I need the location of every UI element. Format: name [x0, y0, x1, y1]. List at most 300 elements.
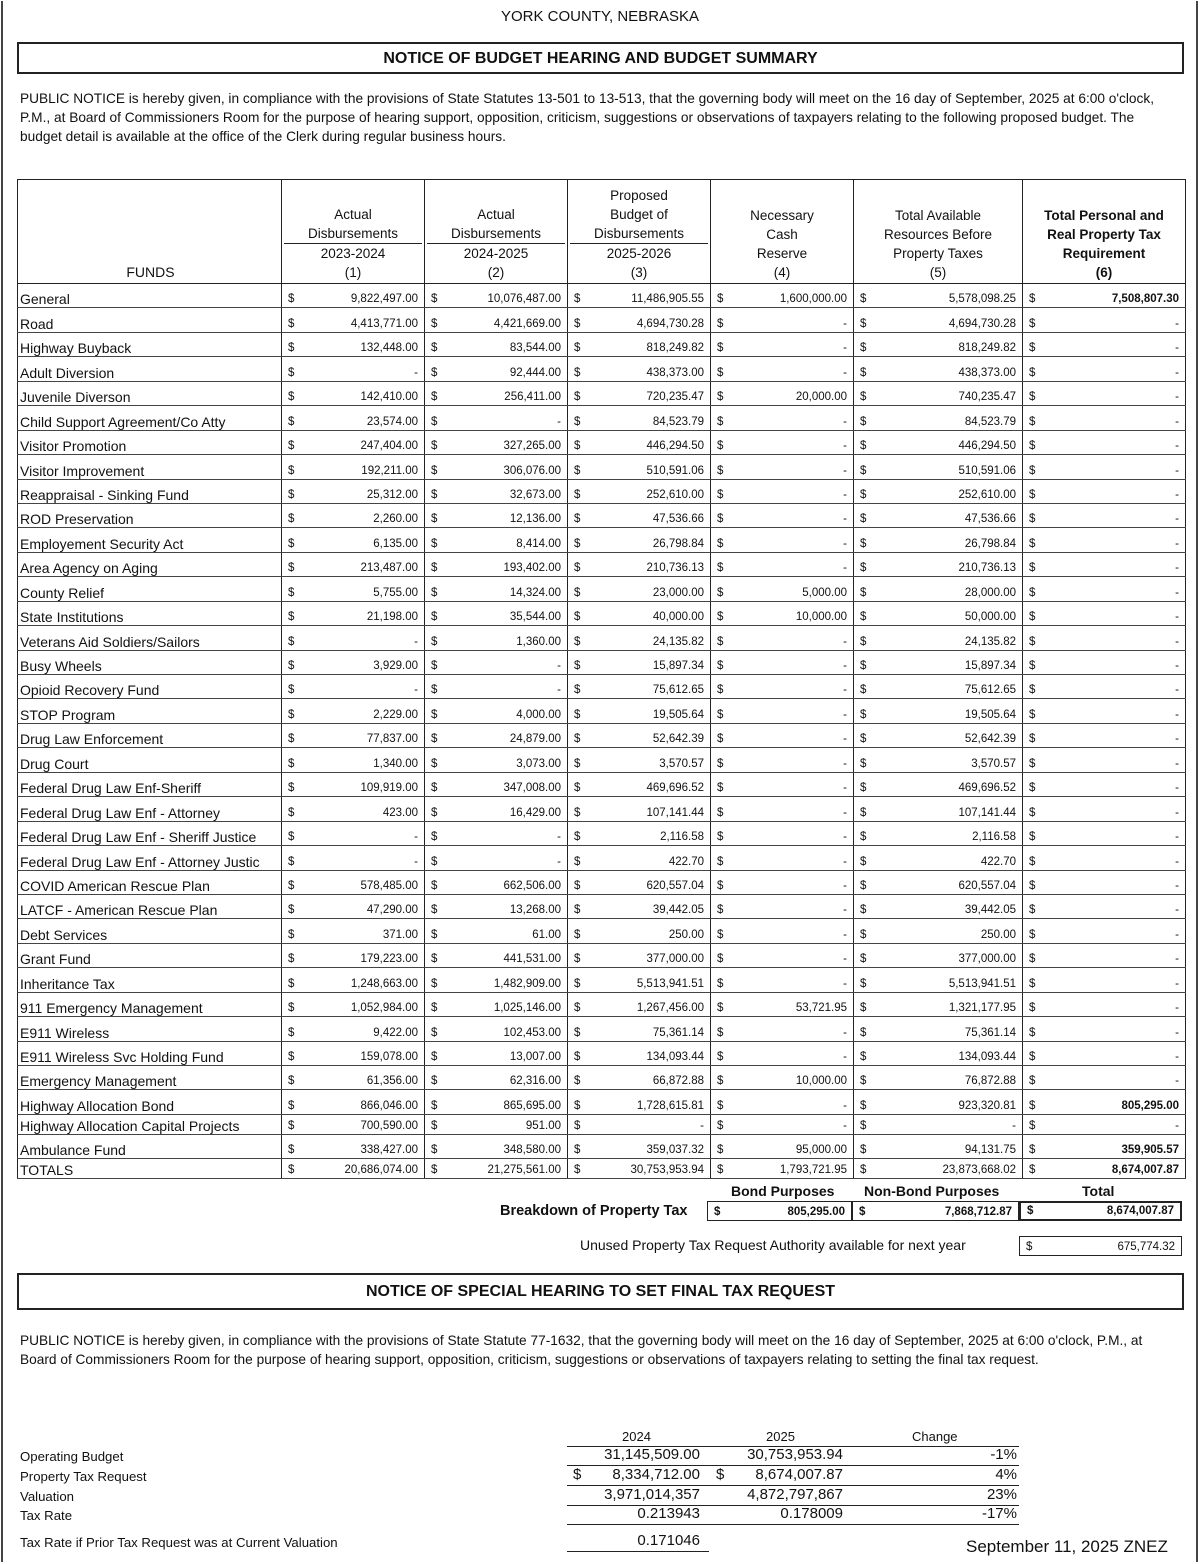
fund-amount: 923,320.81	[958, 1099, 1016, 1112]
fund-value-col-3	[568, 1090, 711, 1114]
breakdown-bond: $ 805,295.00	[707, 1201, 852, 1221]
fund-value-col-3	[568, 1134, 711, 1158]
fund-value-col-2	[425, 723, 568, 747]
fund-value-col-3	[568, 943, 711, 967]
fund-value-col-1	[282, 797, 425, 821]
fund-amount: 1,340.00	[373, 757, 418, 770]
fund-value-col-2	[425, 552, 568, 576]
fund-value-col-1	[282, 992, 425, 1016]
currency-sign: $	[288, 537, 295, 550]
fund-amount: 21,198.00	[366, 611, 418, 624]
currency-sign: $	[717, 1164, 724, 1177]
currency-sign: $	[717, 464, 724, 477]
fund-value-col-4	[711, 503, 854, 527]
fund-amount: 39,442.05	[652, 904, 704, 917]
currency-sign: $	[431, 708, 438, 721]
currency-sign: $	[860, 1119, 867, 1132]
currency-sign: $	[860, 415, 867, 428]
currency-sign: $	[574, 757, 581, 770]
fund-value-col-6	[1023, 1114, 1186, 1134]
currency-sign: $	[574, 317, 581, 330]
currency-sign: $	[288, 879, 295, 892]
fund-amount: 23,873,668.02	[942, 1164, 1016, 1177]
fund-amount: 26,798.84	[964, 537, 1016, 550]
table-row	[18, 943, 1186, 967]
currency-sign: $	[431, 513, 438, 526]
col-3-header: Proposed Budget of Disbursements 2025-2026 (3)	[568, 180, 711, 284]
col-1-header: Actual Disbursements 2023-2024 (1)	[282, 180, 425, 284]
currency-sign: $	[431, 611, 438, 624]
fund-value-col-1	[282, 723, 425, 747]
fund-value-col-6	[1023, 626, 1186, 650]
fund-amount: 35,544.00	[509, 611, 561, 624]
currency-sign: $	[717, 1075, 724, 1088]
currency-sign: $	[431, 1075, 438, 1088]
currency-sign: $	[1029, 415, 1036, 428]
fund-value-col-4	[711, 699, 854, 723]
fund-value-col-5	[854, 479, 1023, 503]
special-hearing-notice: PUBLIC NOTICE is hereby given, in compliance with the provisions of State Statute 77-1632, that the governing body will meet on the 16 day of September, 2025 at 6:00 o'clock, P.M., at Board of Commissioners Room for the purpose of hearing support, opposition, criticism, suggestions or observations of taxpayers relating to setting the final tax request.	[20, 1333, 1143, 1367]
currency-sign: $	[860, 1002, 867, 1015]
fund-value-col-6	[1023, 675, 1186, 699]
fund-amount: 423.00	[382, 806, 418, 819]
fund-amount: 102,453.00	[503, 1026, 561, 1039]
fund-amount: 866,046.00	[360, 1099, 418, 1112]
fund-amount: 107,141.44	[958, 806, 1016, 819]
currency-sign: $	[574, 1119, 581, 1132]
fund-amount: 213,487.00	[360, 562, 418, 575]
fund-amount: 371.00	[382, 928, 418, 941]
fund-amount: -	[1175, 879, 1179, 892]
fund-value-col-4	[711, 626, 854, 650]
fund-amount: -	[843, 488, 847, 501]
fund-name: Visitor Improvement	[18, 455, 282, 479]
fund-amount: 192,211.00	[361, 464, 418, 477]
fund-name: COVID American Rescue Plan	[18, 870, 282, 894]
table-row	[18, 1066, 1186, 1090]
currency-sign: $	[860, 1099, 867, 1112]
fund-amount: 377,000.00	[958, 953, 1016, 966]
fund-amount: 818,249.82	[958, 342, 1016, 355]
fund-amount: -	[843, 904, 847, 917]
fund-amount: 5,513,941.51	[948, 977, 1016, 990]
fund-amount: -	[1175, 415, 1179, 428]
fund-amount: -	[843, 928, 847, 941]
fund-value-col-6	[1023, 748, 1186, 772]
fund-name: Opioid Recovery Fund	[18, 675, 282, 699]
currency-sign: $	[1029, 586, 1036, 599]
currency-sign: $	[431, 537, 438, 550]
fund-value-col-5	[854, 772, 1023, 796]
currency-sign: $	[717, 1051, 724, 1063]
currency-sign: $	[1029, 977, 1036, 990]
currency-sign: $	[1029, 733, 1036, 746]
summary-change-value: 4%	[995, 1466, 1017, 1483]
fund-value-col-6	[1023, 821, 1186, 845]
fund-value-col-6	[1023, 479, 1186, 503]
fund-name: County Relief	[18, 577, 282, 601]
fund-value-col-6	[1023, 1090, 1186, 1114]
fund-amount: 25,312.00	[366, 488, 418, 501]
fund-amount: 469,696.52	[646, 782, 704, 795]
fund-value-col-2	[425, 479, 568, 503]
currency-sign: $	[288, 904, 295, 917]
table-row	[18, 381, 1186, 405]
fund-value-col-3	[568, 772, 711, 796]
currency-sign: $	[288, 488, 295, 501]
fund-value-col-5	[854, 821, 1023, 845]
currency-sign: $	[431, 1144, 438, 1157]
currency-sign: $	[431, 1026, 438, 1039]
fund-amount: 61,356.00	[366, 1075, 418, 1088]
fund-value-col-3	[568, 455, 711, 479]
table-row	[18, 601, 1186, 625]
fund-amount: 10,000.00	[795, 611, 847, 624]
currency-sign: $	[860, 806, 867, 819]
fund-value-col-2	[425, 455, 568, 479]
fund-amount: -	[1175, 513, 1179, 526]
table-row	[18, 919, 1186, 943]
fund-name: Employement Security Act	[18, 528, 282, 552]
summary-change-header: Change	[912, 1429, 958, 1444]
fund-amount: 1,793,721.95	[779, 1164, 847, 1177]
currency-sign: $	[574, 1164, 581, 1177]
currency-sign: $	[1029, 831, 1036, 844]
fund-amount: 94,131.75	[964, 1144, 1016, 1157]
fund-value-col-3	[568, 357, 711, 381]
fund-amount: -	[1175, 733, 1179, 746]
fund-amount: -	[557, 660, 561, 672]
fund-amount: -	[414, 831, 418, 844]
fund-amount: 620,557.04	[646, 879, 704, 892]
currency-sign: $	[574, 806, 581, 819]
fund-amount: -	[557, 415, 561, 428]
fund-amount: -	[557, 684, 561, 697]
summary-2025-value: 0.178009	[780, 1505, 843, 1522]
fund-amount: 19,505.64	[652, 708, 704, 721]
currency-sign: $	[860, 464, 867, 477]
fund-value-col-3	[568, 699, 711, 723]
fund-value-col-5	[854, 552, 1023, 576]
fund-name: Adult Diversion	[18, 357, 282, 381]
fund-amount: 159,078.00	[360, 1051, 418, 1063]
currency-sign: $	[717, 391, 724, 404]
fund-value-col-2	[425, 748, 568, 772]
fund-name: 911 Emergency Management	[18, 992, 282, 1016]
table-row	[18, 968, 1186, 992]
currency-sign: $	[574, 635, 581, 648]
currency-sign: $	[288, 928, 295, 941]
currency-sign: $	[574, 415, 581, 428]
fund-value-col-2	[425, 284, 568, 308]
fund-amount: -	[1175, 488, 1179, 501]
fund-amount: 3,929.00	[373, 660, 418, 672]
fund-amount: 348,580.00	[503, 1144, 561, 1157]
fund-amount: -	[414, 366, 418, 379]
currency-sign: $	[860, 977, 867, 990]
currency-sign: $	[1029, 806, 1036, 819]
currency-sign: $	[288, 977, 295, 990]
currency-sign: $	[431, 317, 438, 330]
fund-value-col-3	[568, 723, 711, 747]
fund-value-col-5	[854, 797, 1023, 821]
non-bond-purposes-header: Non-Bond Purposes	[864, 1183, 1000, 1199]
currency-sign: $	[1029, 1099, 1036, 1112]
col-4-header: Necessary Cash Reserve (4)	[711, 180, 854, 284]
currency-sign: $	[431, 464, 438, 477]
fund-amount: 2,116.58	[660, 831, 704, 844]
fund-name: E911 Wireless Svc Holding Fund	[18, 1041, 282, 1065]
fund-amount: 16,429.00	[509, 806, 561, 819]
summary-2025-value: 4,872,797,867	[747, 1486, 843, 1503]
currency-sign: $	[1029, 1119, 1036, 1132]
fund-amount: 247,404.00	[360, 440, 418, 453]
fund-amount: 109,919.00	[360, 782, 418, 795]
fund-amount: -	[843, 977, 847, 990]
currency-sign: $	[1029, 635, 1036, 648]
fund-amount: 92,444.00	[509, 366, 561, 379]
currency-sign: $	[574, 831, 581, 844]
fund-amount: 805,295.00	[1121, 1099, 1179, 1112]
currency-sign: $	[1029, 513, 1036, 526]
fund-value-col-6	[1023, 797, 1186, 821]
fund-value-col-4	[711, 332, 854, 356]
fund-name: Inheritance Tax	[18, 968, 282, 992]
fund-amount: -	[843, 366, 847, 379]
currency-sign: $	[574, 953, 581, 966]
fund-name: Highway Allocation Capital Projects	[18, 1114, 282, 1134]
fund-name: Grant Fund	[18, 943, 282, 967]
currency-sign: $	[431, 782, 438, 795]
currency-sign: $	[574, 537, 581, 550]
fund-name: LATCF - American Rescue Plan	[18, 894, 282, 918]
fund-amount: -	[843, 879, 847, 892]
fund-amount: -	[1175, 904, 1179, 917]
currency-sign: $	[288, 660, 295, 672]
currency-sign: $	[288, 1026, 295, 1039]
fund-name: STOP Program	[18, 699, 282, 723]
fund-value-col-6	[1023, 308, 1186, 332]
currency-sign: $	[288, 708, 295, 721]
currency-sign: $	[288, 415, 295, 428]
prior-tax-rate-value: 0.171046	[637, 1532, 700, 1549]
currency-sign: $	[860, 342, 867, 355]
table-row	[18, 821, 1186, 845]
currency-sign: $	[574, 855, 581, 868]
fund-value-col-1	[282, 772, 425, 796]
fund-value-col-4	[711, 1090, 854, 1114]
fund-amount: 422.70	[980, 855, 1016, 868]
currency-sign: $	[574, 1051, 581, 1063]
fund-amount: -	[1175, 635, 1179, 648]
currency-sign: $	[717, 660, 724, 672]
fund-amount: -	[843, 855, 847, 868]
fund-value-col-5	[854, 968, 1023, 992]
fund-value-col-3	[568, 381, 711, 405]
currency-sign: $	[431, 831, 438, 844]
currency-sign: $	[288, 1051, 295, 1063]
currency-sign: $	[288, 855, 295, 868]
fund-amount: 510,591.06	[646, 464, 704, 477]
fund-amount: 740,235.47	[958, 391, 1016, 404]
fund-amount: 10,076,487.00	[487, 293, 561, 306]
fund-value-col-1	[282, 894, 425, 918]
fund-value-col-3	[568, 577, 711, 601]
fund-amount: 578,485.00	[360, 879, 418, 892]
fund-amount: 1,600,000.00	[779, 293, 847, 306]
fund-value-col-6	[1023, 1134, 1186, 1158]
fund-value-col-5	[854, 284, 1023, 308]
fund-value-col-5	[854, 1159, 1023, 1179]
fund-value-col-2	[425, 943, 568, 967]
currency-sign: $	[717, 342, 724, 355]
fund-name: Debt Services	[18, 919, 282, 943]
fund-amount: 2,260.00	[373, 513, 418, 526]
table-row	[18, 406, 1186, 430]
fund-name: General	[18, 284, 282, 308]
fund-amount: 662,506.00	[503, 879, 561, 892]
fund-amount: -	[1175, 928, 1179, 941]
fund-amount: 8,674,007.87	[1111, 1164, 1179, 1177]
fund-value-col-5	[854, 381, 1023, 405]
table-row	[18, 1159, 1186, 1179]
fund-amount: 3,570.57	[659, 757, 704, 770]
currency-sign: $	[431, 1051, 438, 1063]
fund-value-col-1	[282, 748, 425, 772]
fund-name: Busy Wheels	[18, 650, 282, 674]
fund-value-col-6	[1023, 430, 1186, 454]
currency-sign: $	[431, 342, 438, 355]
fund-amount: -	[557, 855, 561, 868]
fund-amount: 865,695.00	[503, 1099, 561, 1112]
fund-amount: 53,721.95	[795, 1002, 847, 1015]
fund-amount: -	[414, 635, 418, 648]
currency-sign: $	[431, 855, 438, 868]
fund-value-col-3	[568, 308, 711, 332]
fund-amount: 210,736.13	[646, 562, 704, 575]
fund-value-col-5	[854, 699, 1023, 723]
currency-sign: $	[288, 782, 295, 795]
fund-value-col-5	[854, 626, 1023, 650]
fund-amount: -	[1175, 1119, 1179, 1132]
currency-sign: $	[717, 366, 724, 379]
fund-amount: -	[843, 635, 847, 648]
fund-value-col-6	[1023, 406, 1186, 430]
fund-amount: 5,755.00	[373, 586, 418, 599]
fund-amount: 40,000.00	[652, 611, 704, 624]
fund-value-col-5	[854, 1066, 1023, 1090]
currency-sign: $	[288, 440, 295, 453]
fund-amount: 9,422.00	[373, 1026, 418, 1039]
currency-sign: $	[860, 684, 867, 697]
fund-value-col-4	[711, 357, 854, 381]
currency-sign: $	[1029, 562, 1036, 575]
fund-value-col-2	[425, 772, 568, 796]
fund-value-col-3	[568, 821, 711, 845]
currency-sign: $	[574, 611, 581, 624]
fund-name: TOTALS	[18, 1159, 282, 1179]
summary-change-value: -17%	[981, 1505, 1017, 1522]
fund-value-col-1	[282, 1090, 425, 1114]
fund-value-col-1	[282, 528, 425, 552]
fund-amount: 26,798.84	[652, 537, 704, 550]
currency-sign: $	[574, 977, 581, 990]
fund-value-col-6	[1023, 332, 1186, 356]
currency-sign: $	[1029, 1026, 1036, 1039]
currency-sign: $	[288, 1164, 295, 1177]
fund-value-col-5	[854, 357, 1023, 381]
currency-sign: $	[717, 586, 724, 599]
summary-2024-value: 8,334,712.00	[612, 1466, 700, 1483]
fund-value-col-1	[282, 308, 425, 332]
currency-sign: $	[1029, 708, 1036, 721]
budget-summary-title: NOTICE OF BUDGET HEARING AND BUDGET SUMMARY	[17, 42, 1184, 74]
fund-value-col-3	[568, 894, 711, 918]
table-row	[18, 1114, 1186, 1134]
fund-amount: -	[1175, 464, 1179, 477]
fund-value-col-4	[711, 552, 854, 576]
currency-sign: $	[717, 928, 724, 941]
fund-amount: -	[1175, 757, 1179, 770]
fund-amount: 5,000.00	[802, 586, 847, 599]
currency-sign: $	[288, 1075, 295, 1088]
currency-sign: $	[717, 1144, 724, 1157]
fund-value-col-4	[711, 1114, 854, 1134]
fund-value-col-4	[711, 943, 854, 967]
fund-value-col-2	[425, 699, 568, 723]
fund-value-col-2	[425, 1114, 568, 1134]
fund-amount: -	[1175, 977, 1179, 990]
fund-amount: -	[1012, 1119, 1016, 1132]
fund-value-col-2	[425, 1066, 568, 1090]
currency-sign: $	[431, 415, 438, 428]
currency-sign: $	[574, 660, 581, 672]
fund-name: Child Support Agreement/Co Atty	[18, 406, 282, 430]
fund-value-col-6	[1023, 357, 1186, 381]
fund-amount: -	[700, 1119, 704, 1132]
fund-amount: 377,000.00	[646, 953, 704, 966]
fund-amount: 1,267,456.00	[636, 1002, 704, 1015]
currency-sign: $	[574, 293, 581, 306]
currency-sign: $	[431, 1164, 438, 1177]
currency-sign: $	[860, 757, 867, 770]
fund-amount: -	[843, 537, 847, 550]
summary-label: Operating Budget	[20, 1449, 124, 1464]
fund-name: Ambulance Fund	[18, 1134, 282, 1158]
fund-amount: 818,249.82	[646, 342, 704, 355]
fund-value-col-1	[282, 699, 425, 723]
fund-amount: 438,373.00	[958, 366, 1016, 379]
currency-sign: $	[1029, 660, 1036, 672]
fund-amount: -	[1175, 831, 1179, 844]
currency-sign: $	[1029, 757, 1036, 770]
fund-value-col-2	[425, 601, 568, 625]
funds-table	[17, 179, 1186, 1179]
currency-sign: $	[574, 684, 581, 697]
fund-name: Highway Buyback	[18, 332, 282, 356]
fund-amount: 24,135.82	[652, 635, 704, 648]
fund-value-col-6	[1023, 943, 1186, 967]
currency-sign: $	[860, 928, 867, 941]
currency-sign: $	[1029, 1164, 1036, 1177]
fund-amount: 132,448.00	[360, 342, 418, 355]
fund-name: Drug Law Enforcement	[18, 723, 282, 747]
fund-value-col-2	[425, 821, 568, 845]
currency-sign: $	[574, 928, 581, 941]
fund-value-col-4	[711, 455, 854, 479]
summary-2025-value: 8,674,007.87	[755, 1466, 843, 1483]
summary-2025-header: 2025	[766, 1429, 795, 1444]
